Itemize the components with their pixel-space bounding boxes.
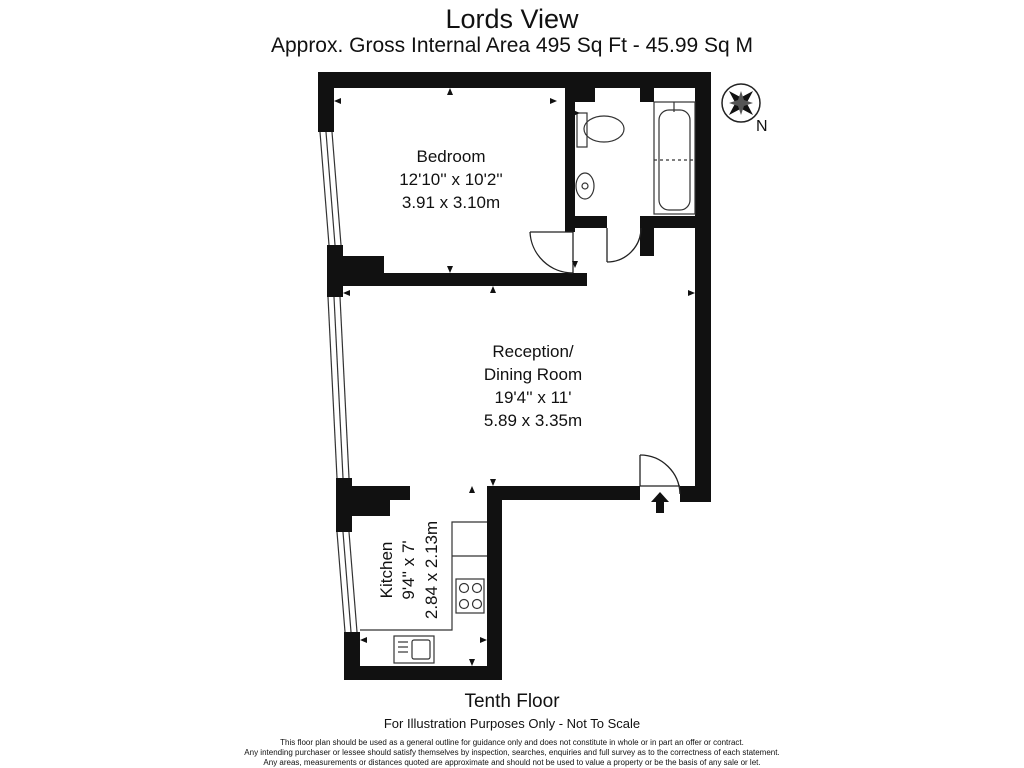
doors (530, 228, 680, 494)
floor-label: Tenth Floor (464, 691, 560, 712)
room-bedroom (399, 147, 503, 212)
entrance-arrow-icon (651, 492, 669, 513)
room-reception (484, 342, 582, 430)
basin-icon (576, 173, 594, 199)
compass-north-label: N (756, 118, 768, 135)
reception-name-line1: Reception/ (492, 342, 574, 361)
disclaimer-line-3: Any areas, measurements or distances quoted are approximate and should not be used to value a property or be the basis of any sale or let. (263, 758, 761, 767)
room-kitchen (377, 521, 441, 619)
toilet-icon (577, 113, 587, 147)
bath-icon (654, 102, 695, 214)
bathroom-fixtures (576, 102, 695, 214)
gross-internal-area: Approx. Gross Internal Area 495 Sq Ft - 45.99 Sq M (270, 34, 754, 57)
disclaimer-line-1: This floor plan should be used as a general outline for guidance only and does not constitute in whole or in part an offer or contract. (280, 738, 744, 747)
reception-imperial: 19'4'' x 11' (494, 388, 572, 407)
disclaimer-line-2: Any intending purchaser or lessee should satisfy themselves by inspection, searches, enquiries and full survey as to the correctness of each statement. (244, 748, 780, 757)
plan-title: Lords View (445, 4, 579, 34)
windows (320, 132, 357, 632)
reception-name-line2: Dining Room (483, 365, 583, 384)
illustration-disclaimer: For Illustration Purposes Only - Not To Scale (383, 716, 641, 731)
reception-metric: 5.89 x 3.35m (483, 411, 583, 430)
bedroom-metric: 3.91 x 3.10m (401, 193, 501, 212)
kitchen-metric: 2.84 x 2.13m (422, 520, 441, 620)
kitchen-name: Kitchen (377, 541, 396, 599)
bedroom-imperial: 12'10'' x 10'2'' (399, 170, 503, 189)
bedroom-name: Bedroom (416, 147, 486, 166)
kitchen-imperial: 9'4'' x 7' (399, 540, 418, 600)
